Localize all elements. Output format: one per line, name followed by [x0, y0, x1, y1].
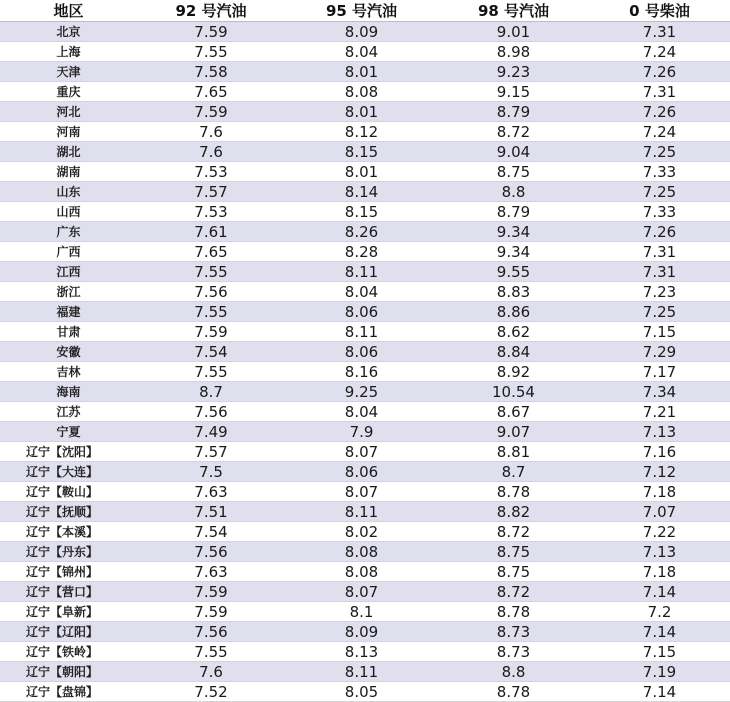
table-row	[0, 122, 730, 142]
price-98-cell: 8.72	[438, 522, 589, 542]
table-row	[0, 562, 730, 582]
price-92-cell: 7.55	[137, 642, 285, 662]
price-0-diesel-cell: 7.26	[589, 102, 730, 122]
price-95-cell: 8.26	[285, 222, 438, 242]
price-0-diesel-cell: 7.31	[589, 242, 730, 262]
price-0-diesel-cell: 7.16	[589, 442, 730, 462]
region-cell: 广东	[0, 222, 137, 242]
table-row	[0, 342, 730, 362]
price-0-diesel-cell: 7.13	[589, 422, 730, 442]
region-cell: 上海	[0, 42, 137, 62]
price-95-cell: 8.04	[285, 42, 438, 62]
region-cell: 辽宁【大连】	[0, 462, 137, 482]
price-0-diesel-cell: 7.14	[589, 622, 730, 642]
price-92-cell: 7.55	[137, 42, 285, 62]
table-row	[0, 82, 730, 102]
region-cell: 重庆	[0, 82, 137, 102]
price-0-diesel-cell: 7.2	[589, 602, 730, 622]
table-row	[0, 442, 730, 462]
price-92-cell: 7.54	[137, 522, 285, 542]
price-98-cell: 8.72	[438, 122, 589, 142]
table-row	[0, 222, 730, 242]
price-92-cell: 7.56	[137, 282, 285, 302]
price-95-cell: 8.1	[285, 602, 438, 622]
table-row	[0, 422, 730, 442]
price-92-cell: 7.54	[137, 342, 285, 362]
table-row	[0, 162, 730, 182]
price-92-cell: 7.51	[137, 502, 285, 522]
price-92-cell: 7.63	[137, 562, 285, 582]
price-98-cell: 9.01	[438, 22, 589, 42]
price-0-diesel-cell: 7.33	[589, 202, 730, 222]
price-92-cell: 7.53	[137, 202, 285, 222]
price-0-diesel-cell: 7.25	[589, 302, 730, 322]
table-row	[0, 602, 730, 622]
price-92-cell: 7.6	[137, 142, 285, 162]
region-cell: 河南	[0, 122, 137, 142]
price-0-diesel-cell: 7.13	[589, 542, 730, 562]
price-98-cell: 9.04	[438, 142, 589, 162]
price-92-cell: 7.63	[137, 482, 285, 502]
price-92-cell: 7.65	[137, 242, 285, 262]
price-92-cell: 7.56	[137, 402, 285, 422]
price-0-diesel-cell: 7.24	[589, 42, 730, 62]
price-98-cell: 9.34	[438, 222, 589, 242]
price-95-cell: 8.11	[285, 502, 438, 522]
price-98-cell: 8.79	[438, 102, 589, 122]
price-0-diesel-cell: 7.26	[589, 222, 730, 242]
column-header-98-gasoline: 98 号汽油	[438, 0, 589, 22]
price-0-diesel-cell: 7.18	[589, 562, 730, 582]
price-98-cell: 10.54	[438, 382, 589, 402]
region-cell: 天津	[0, 62, 137, 82]
price-0-diesel-cell: 7.25	[589, 182, 730, 202]
price-95-cell: 8.08	[285, 562, 438, 582]
price-98-cell: 9.55	[438, 262, 589, 282]
price-98-cell: 8.79	[438, 202, 589, 222]
table-row	[0, 42, 730, 62]
price-98-cell: 8.81	[438, 442, 589, 462]
region-cell: 辽宁【沈阳】	[0, 442, 137, 462]
price-0-diesel-cell: 7.15	[589, 322, 730, 342]
table-row	[0, 402, 730, 422]
table-body	[0, 22, 730, 702]
price-98-cell: 8.82	[438, 502, 589, 522]
price-92-cell: 7.56	[137, 622, 285, 642]
price-98-cell: 8.86	[438, 302, 589, 322]
price-0-diesel-cell: 7.17	[589, 362, 730, 382]
price-0-diesel-cell: 7.21	[589, 402, 730, 422]
price-95-cell: 8.06	[285, 462, 438, 482]
region-cell: 海南	[0, 382, 137, 402]
price-0-diesel-cell: 7.07	[589, 502, 730, 522]
price-92-cell: 7.52	[137, 682, 285, 702]
column-header-region: 地区	[0, 0, 137, 22]
price-0-diesel-cell: 7.23	[589, 282, 730, 302]
price-92-cell: 7.65	[137, 82, 285, 102]
price-0-diesel-cell: 7.34	[589, 382, 730, 402]
region-cell: 山西	[0, 202, 137, 222]
region-cell: 江西	[0, 262, 137, 282]
price-92-cell: 7.59	[137, 322, 285, 342]
region-cell: 湖南	[0, 162, 137, 182]
price-95-cell: 8.15	[285, 202, 438, 222]
price-98-cell: 8.73	[438, 642, 589, 662]
price-92-cell: 7.61	[137, 222, 285, 242]
region-cell: 甘肃	[0, 322, 137, 342]
table-row	[0, 542, 730, 562]
price-92-cell: 7.56	[137, 542, 285, 562]
price-92-cell: 7.53	[137, 162, 285, 182]
table-row	[0, 622, 730, 642]
region-cell: 辽宁【朝阳】	[0, 662, 137, 682]
region-cell: 吉林	[0, 362, 137, 382]
price-92-cell: 7.55	[137, 362, 285, 382]
price-92-cell: 8.7	[137, 382, 285, 402]
table-row	[0, 462, 730, 482]
price-98-cell: 8.83	[438, 282, 589, 302]
table-row	[0, 682, 730, 702]
price-0-diesel-cell: 7.15	[589, 642, 730, 662]
price-92-cell: 7.5	[137, 462, 285, 482]
table-row	[0, 582, 730, 602]
table-row	[0, 22, 730, 42]
price-0-diesel-cell: 7.19	[589, 662, 730, 682]
region-cell: 辽宁【盘锦】	[0, 682, 137, 702]
table-row	[0, 522, 730, 542]
price-98-cell: 8.7	[438, 462, 589, 482]
column-header-95-gasoline: 95 号汽油	[285, 0, 438, 22]
table-row	[0, 262, 730, 282]
table-row	[0, 642, 730, 662]
region-cell: 辽宁【抚顺】	[0, 502, 137, 522]
region-cell: 湖北	[0, 142, 137, 162]
price-0-diesel-cell: 7.25	[589, 142, 730, 162]
price-98-cell: 8.75	[438, 542, 589, 562]
price-95-cell: 8.05	[285, 682, 438, 702]
price-95-cell: 8.06	[285, 342, 438, 362]
region-cell: 福建	[0, 302, 137, 322]
price-98-cell: 8.84	[438, 342, 589, 362]
price-92-cell: 7.49	[137, 422, 285, 442]
price-0-diesel-cell: 7.12	[589, 462, 730, 482]
region-cell: 浙江	[0, 282, 137, 302]
price-0-diesel-cell: 7.14	[589, 582, 730, 602]
region-cell: 辽宁【营口】	[0, 582, 137, 602]
price-0-diesel-cell: 7.26	[589, 62, 730, 82]
price-92-cell: 7.59	[137, 22, 285, 42]
price-95-cell: 8.14	[285, 182, 438, 202]
price-0-diesel-cell: 7.14	[589, 682, 730, 702]
column-header-0-diesel: 0 号柴油	[589, 0, 730, 22]
price-95-cell: 8.12	[285, 122, 438, 142]
table-row	[0, 282, 730, 302]
price-95-cell: 8.08	[285, 82, 438, 102]
price-98-cell: 9.15	[438, 82, 589, 102]
price-95-cell: 8.13	[285, 642, 438, 662]
price-0-diesel-cell: 7.31	[589, 262, 730, 282]
table-row	[0, 382, 730, 402]
region-cell: 辽宁【阜新】	[0, 602, 137, 622]
price-92-cell: 7.57	[137, 182, 285, 202]
price-98-cell: 9.07	[438, 422, 589, 442]
price-95-cell: 8.11	[285, 662, 438, 682]
price-95-cell: 8.09	[285, 622, 438, 642]
region-cell: 安徽	[0, 342, 137, 362]
price-98-cell: 8.67	[438, 402, 589, 422]
price-98-cell: 9.23	[438, 62, 589, 82]
price-98-cell: 8.73	[438, 622, 589, 642]
price-95-cell: 8.07	[285, 442, 438, 462]
price-0-diesel-cell: 7.22	[589, 522, 730, 542]
table-row	[0, 322, 730, 342]
price-92-cell: 7.59	[137, 602, 285, 622]
region-cell: 广西	[0, 242, 137, 262]
region-cell: 江苏	[0, 402, 137, 422]
region-cell: 辽宁【本溪】	[0, 522, 137, 542]
price-98-cell: 8.78	[438, 682, 589, 702]
price-95-cell: 8.09	[285, 22, 438, 42]
price-95-cell: 8.11	[285, 262, 438, 282]
table-row	[0, 662, 730, 682]
price-92-cell: 7.59	[137, 582, 285, 602]
price-0-diesel-cell: 7.33	[589, 162, 730, 182]
table-row	[0, 142, 730, 162]
price-98-cell: 9.34	[438, 242, 589, 262]
price-95-cell: 8.08	[285, 542, 438, 562]
region-cell: 辽宁【鞍山】	[0, 482, 137, 502]
price-98-cell: 8.72	[438, 582, 589, 602]
table-row	[0, 242, 730, 262]
table-row	[0, 362, 730, 382]
column-header-92-gasoline: 92 号汽油	[137, 0, 285, 22]
price-98-cell: 8.62	[438, 322, 589, 342]
price-95-cell: 8.16	[285, 362, 438, 382]
price-98-cell: 8.98	[438, 42, 589, 62]
price-92-cell: 7.6	[137, 662, 285, 682]
table-row	[0, 482, 730, 502]
region-cell: 辽宁【丹东】	[0, 542, 137, 562]
region-cell: 辽宁【辽阳】	[0, 622, 137, 642]
price-92-cell: 7.55	[137, 262, 285, 282]
price-95-cell: 8.07	[285, 582, 438, 602]
price-98-cell: 8.8	[438, 662, 589, 682]
price-95-cell: 7.9	[285, 422, 438, 442]
price-95-cell: 8.07	[285, 482, 438, 502]
table-row	[0, 302, 730, 322]
region-cell: 宁夏	[0, 422, 137, 442]
table-row	[0, 62, 730, 82]
table-row	[0, 102, 730, 122]
price-98-cell: 8.75	[438, 162, 589, 182]
price-95-cell: 8.28	[285, 242, 438, 262]
price-95-cell: 8.06	[285, 302, 438, 322]
price-92-cell: 7.55	[137, 302, 285, 322]
region-cell: 辽宁【锦州】	[0, 562, 137, 582]
price-95-cell: 8.04	[285, 282, 438, 302]
price-98-cell: 8.78	[438, 482, 589, 502]
price-92-cell: 7.57	[137, 442, 285, 462]
price-98-cell: 8.78	[438, 602, 589, 622]
price-0-diesel-cell: 7.24	[589, 122, 730, 142]
region-cell: 河北	[0, 102, 137, 122]
price-95-cell: 8.02	[285, 522, 438, 542]
price-92-cell: 7.58	[137, 62, 285, 82]
price-95-cell: 8.01	[285, 162, 438, 182]
price-92-cell: 7.6	[137, 122, 285, 142]
price-92-cell: 7.59	[137, 102, 285, 122]
price-98-cell: 8.92	[438, 362, 589, 382]
price-0-diesel-cell: 7.31	[589, 22, 730, 42]
price-95-cell: 8.04	[285, 402, 438, 422]
table-header-row	[0, 0, 730, 22]
region-cell: 山东	[0, 182, 137, 202]
price-95-cell: 8.01	[285, 102, 438, 122]
region-cell: 辽宁【铁岭】	[0, 642, 137, 662]
price-95-cell: 9.25	[285, 382, 438, 402]
price-98-cell: 8.8	[438, 182, 589, 202]
region-cell: 北京	[0, 22, 137, 42]
price-95-cell: 8.01	[285, 62, 438, 82]
table-row	[0, 202, 730, 222]
price-95-cell: 8.15	[285, 142, 438, 162]
price-0-diesel-cell: 7.31	[589, 82, 730, 102]
table-row	[0, 502, 730, 522]
table-row	[0, 182, 730, 202]
price-95-cell: 8.11	[285, 322, 438, 342]
price-0-diesel-cell: 7.18	[589, 482, 730, 502]
price-98-cell: 8.75	[438, 562, 589, 582]
price-0-diesel-cell: 7.29	[589, 342, 730, 362]
